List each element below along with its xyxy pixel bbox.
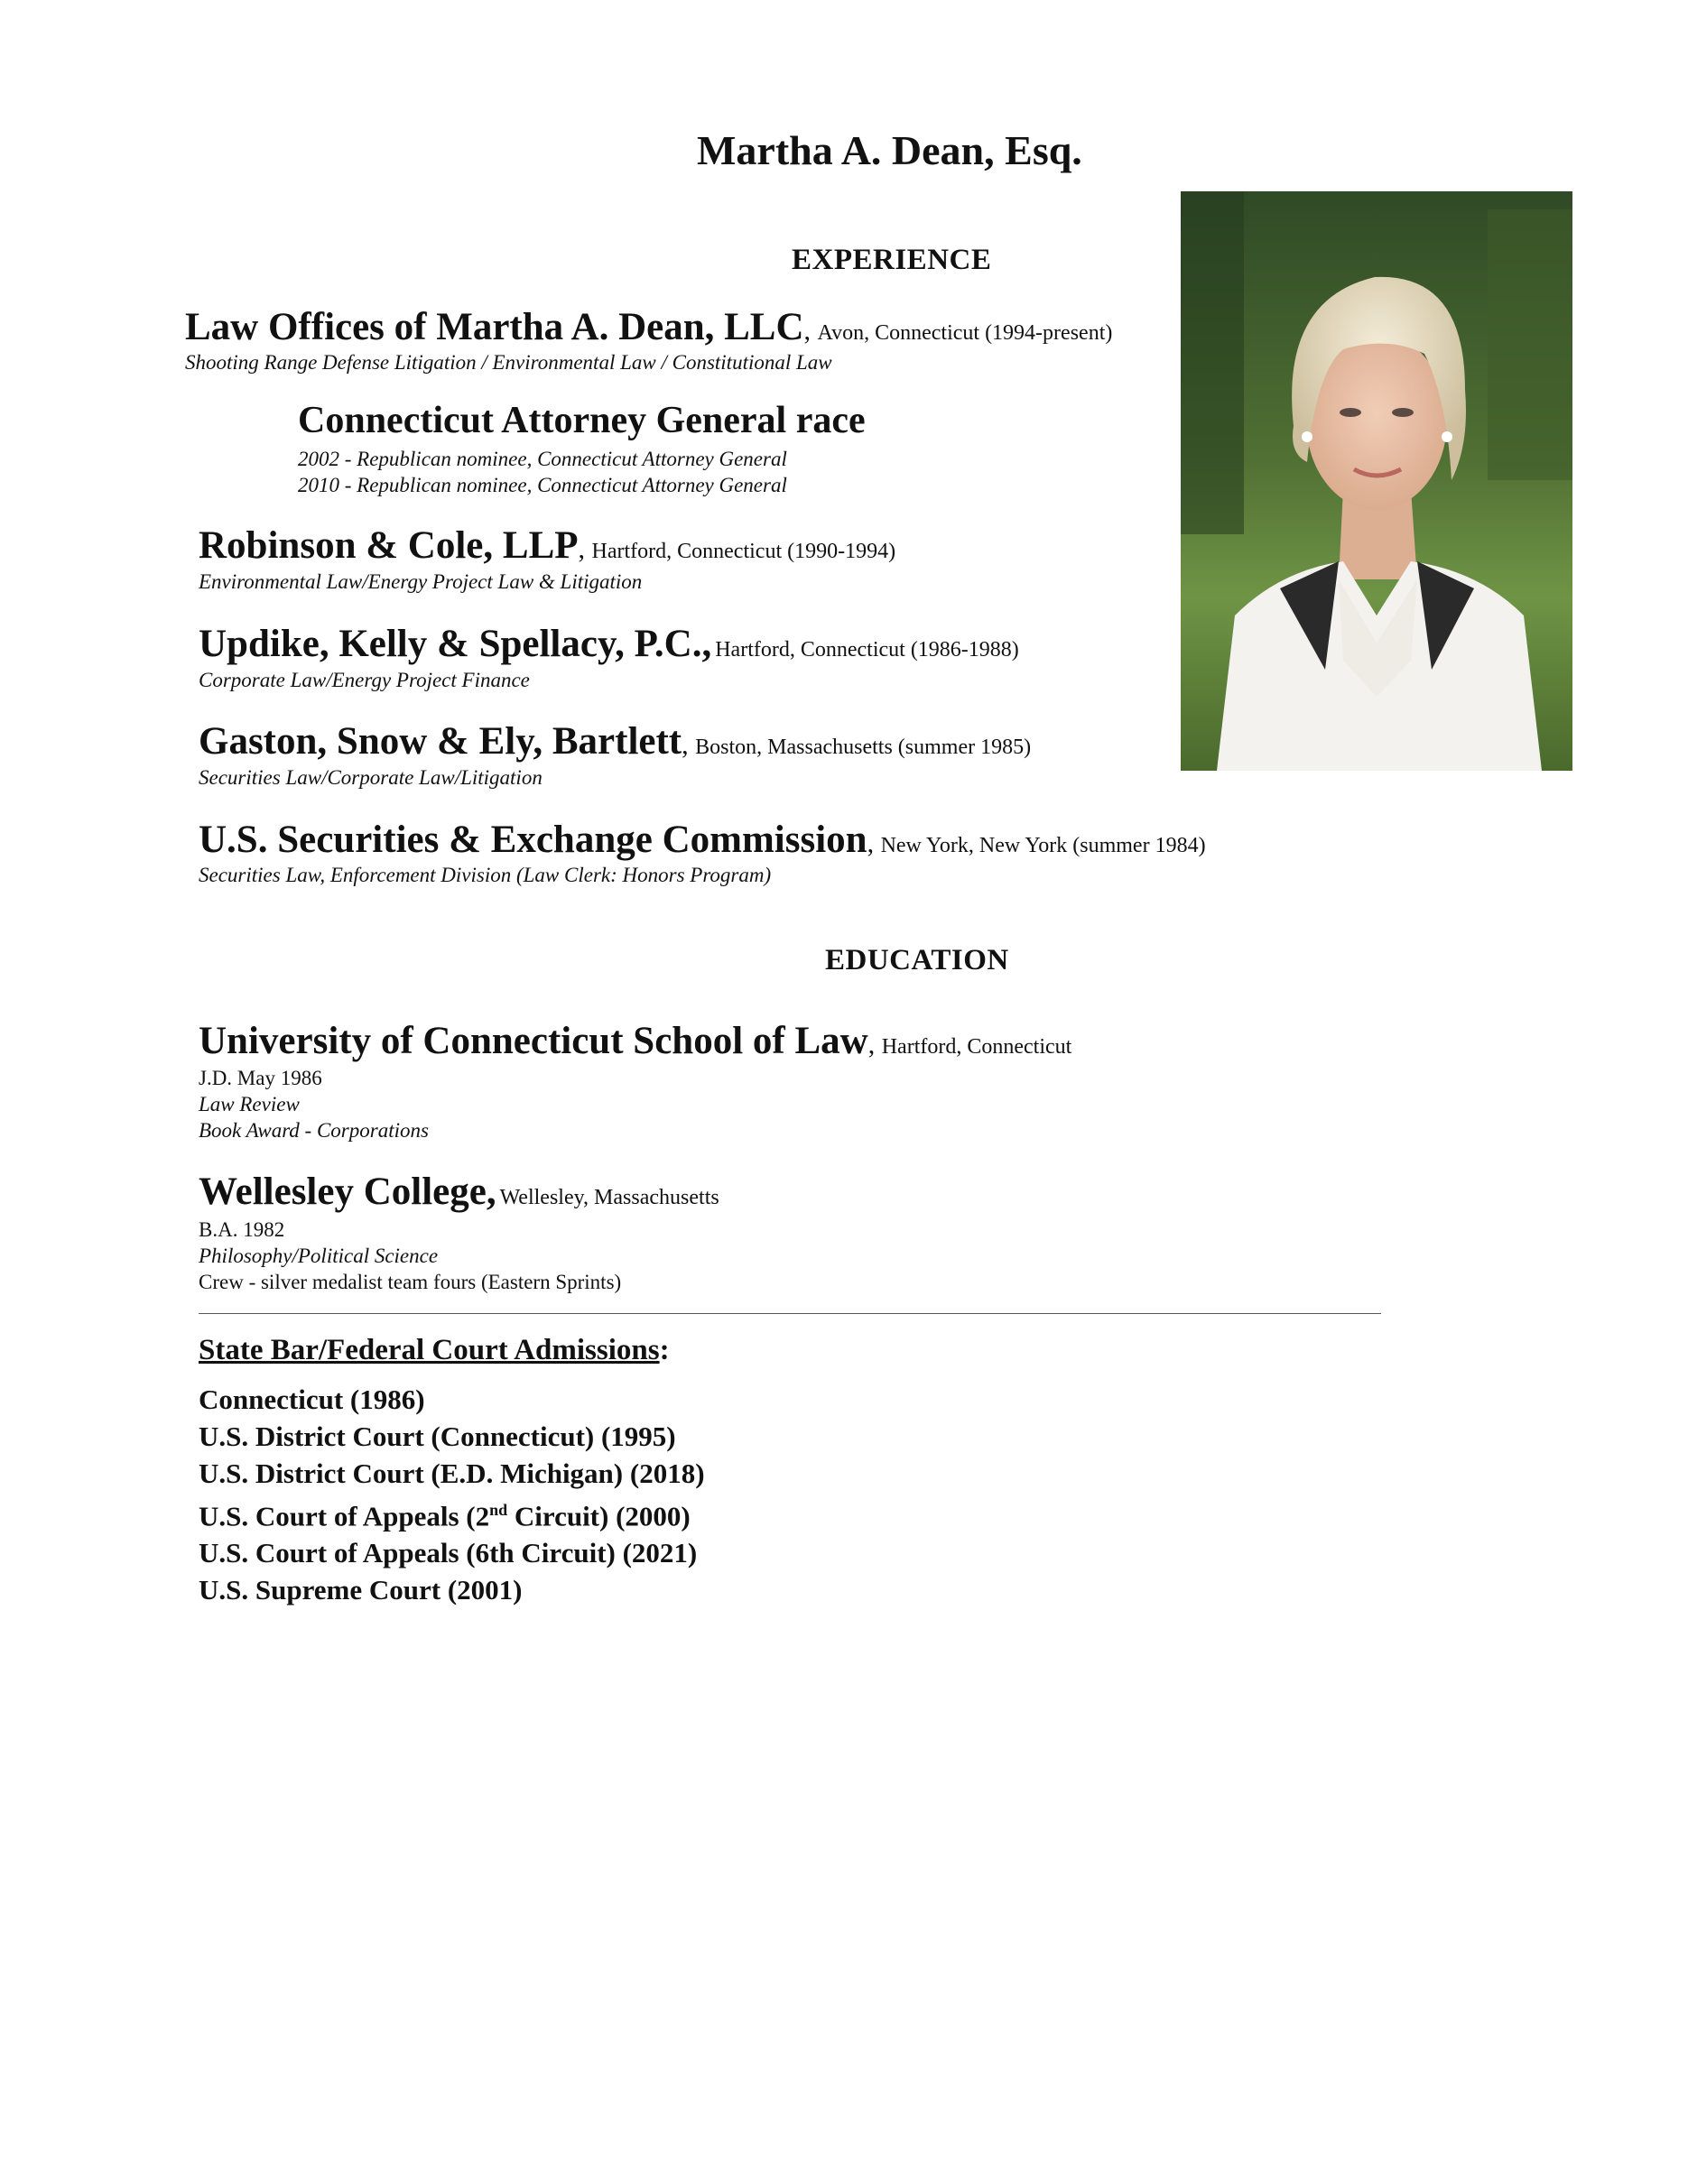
firm-name: Updike, Kelly & Spellacy, P.C., [199, 623, 712, 665]
admissions-heading [199, 1334, 670, 1367]
school-name: University of Connecticut School of Law [199, 1020, 868, 1062]
experience-entry: Robinson & Cole, LLP, Hartford, Connecticut (1990-1994) [199, 524, 896, 567]
education-entry [199, 1170, 719, 1214]
school-name: Wellesley College, [199, 1171, 496, 1213]
ag-race-title: Connecticut Attorney General race [298, 400, 866, 441]
admission-text: U.S. Court of Appeals (2 [199, 1500, 490, 1532]
major: Philosophy/Political Science [199, 1245, 439, 1267]
education-entry: University of Connecticut School of Law, Hartford, Connecticut [199, 1020, 1072, 1062]
firm-name: Gaston, Snow & Ely, Bartlett [199, 720, 682, 763]
firm-location: Hartford, Connecticut (1986-1988) [715, 638, 1019, 662]
practice-areas: Securities Law, Enforcement Division (Law Clerk: Honors Program) [199, 864, 772, 886]
portrait-photo [1181, 191, 1572, 771]
admission-item [199, 1492, 705, 1534]
admissions-heading-text: State Bar/Federal Court Admissions [199, 1334, 660, 1366]
experience-entry [199, 622, 1019, 666]
ag-race-line: 2002 - Republican nominee, Connecticut Attorney General [298, 448, 787, 470]
firm-location: Hartford, Connecticut (1990-1994) [591, 540, 896, 563]
degree: J.D. May 1986 [199, 1067, 322, 1089]
honor: Law Review [199, 1093, 300, 1115]
firm-location: New York, New York (summer 1984) [880, 834, 1206, 857]
school-location: Hartford, Connecticut [881, 1035, 1072, 1059]
experience-heading: EXPERIENCE [792, 244, 992, 276]
degree: B.A. 1982 [199, 1218, 285, 1241]
firm-name: Law Offices of Martha A. Dean, LLC [185, 306, 804, 348]
firm-location: Avon, Connecticut (1994-present) [817, 321, 1113, 345]
activity: Crew - silver medalist team fours (Eastern Sprints) [199, 1271, 622, 1293]
experience-entry: Law Offices of Martha A. Dean, LLC, Avon, Connecticut (1994-present) [185, 306, 1113, 348]
firm-name: U.S. Securities & Exchange Commission [199, 819, 867, 861]
page-title: Martha A. Dean, Esq. [697, 127, 1082, 173]
admissions-list [199, 1381, 705, 1608]
firm-location: Boston, Massachusetts (summer 1985) [695, 736, 1032, 759]
honor: Book Award - Corporations [199, 1119, 429, 1142]
practice-areas: Shooting Range Defense Litigation / Environmental Law / Constitutional Law [185, 351, 832, 374]
admission-item: U.S. Supreme Court (2001) [199, 1574, 523, 1606]
experience-entry: U.S. Securities & Exchange Commission, New York, New York (summer 1984) [199, 819, 1206, 861]
admission-item: U.S. Court of Appeals (6th Circuit) (2021) [199, 1537, 698, 1569]
practice-areas: Environmental Law/Energy Project Law & Litigation [199, 570, 643, 593]
firm-name: Robinson & Cole, LLP [199, 524, 579, 567]
experience-entry: Gaston, Snow & Ely, Bartlett, Boston, Massachusetts (summer 1985) [199, 720, 1032, 763]
admissions-heading-colon: : [659, 1334, 670, 1366]
school-location: Wellesley, Massachusetts [499, 1186, 719, 1209]
ordinal-suffix: nd [489, 1501, 508, 1519]
admission-item: Connecticut (1986) [199, 1384, 425, 1415]
admission-item: U.S. District Court (E.D. Michigan) (2018) [199, 1458, 705, 1489]
ag-race-line: 2010 - Republican nominee, Connecticut Attorney General [298, 474, 787, 496]
practice-areas: Corporate Law/Energy Project Finance [199, 669, 530, 691]
practice-areas: Securities Law/Corporate Law/Litigation [199, 766, 543, 789]
divider [199, 1313, 1381, 1314]
education-heading: EDUCATION [825, 944, 1009, 976]
admission-item: U.S. District Court (Connecticut) (1995) [199, 1421, 676, 1452]
admission-text: Circuit) (2000) [507, 1500, 691, 1532]
